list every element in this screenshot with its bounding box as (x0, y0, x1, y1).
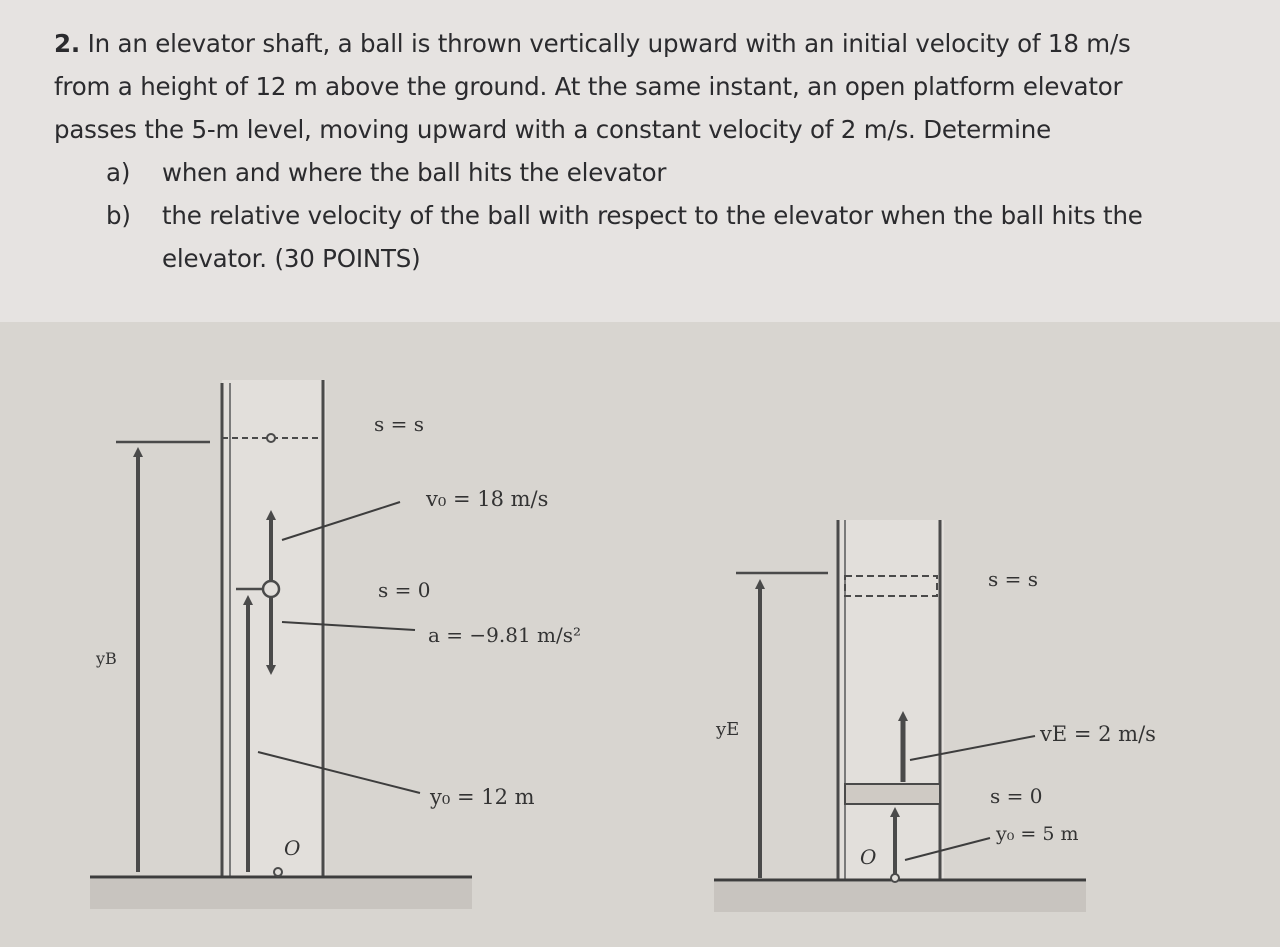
part-b-text: the relative velocity of the ball with respect to the elevator when the ball hits the (162, 201, 1143, 230)
elevator-ve-label: vE = 2 m/s (1040, 722, 1156, 746)
ball-figure (90, 380, 581, 909)
elevator-y0-label: y₀ = 5 m (996, 823, 1079, 845)
platform-icon (845, 784, 940, 804)
elevator-s-equals-s: s = s (988, 567, 1038, 591)
ball-s-equals-s: s = s (374, 412, 424, 436)
ball-icon (263, 581, 279, 597)
elevator-s-zero: s = 0 (990, 784, 1043, 808)
ball-accel-label: a = −9.81 m/s² (428, 623, 582, 647)
ball-top-icon (267, 434, 275, 442)
problem-number: 2. (54, 29, 80, 58)
elevator-shaft-interior (838, 520, 944, 880)
part-b-continuation: elevator. (30 POINTS) (162, 244, 421, 273)
part-b-label: b) (106, 201, 131, 230)
origin-point-icon (274, 868, 282, 876)
elevator-origin-icon (891, 874, 899, 882)
ball-y0-label: y₀ = 12 m (430, 785, 535, 809)
elevator-origin-label: O (860, 845, 877, 869)
part-a-text: when and where the ball hits the elevator (162, 158, 667, 187)
problem-line-1: 2. In an elevator shaft, a ball is thrown vertically upward with an initial velocity of 18 m/s (54, 29, 1131, 58)
shaft-interior (222, 380, 326, 877)
ball-origin-label: O (284, 836, 301, 860)
elevator-figure (714, 520, 1156, 912)
problem-line-3: passes the 5-m level, moving upward with a constant velocity of 2 m/s. Determine (54, 115, 1051, 144)
ball-s-zero: s = 0 (378, 578, 431, 602)
ball-yb-label: yB (96, 649, 117, 668)
problem-line-2: from a height of 12 m above the ground. At the same instant, an open platform elevator (54, 72, 1123, 101)
elevator-ye-label: yE (716, 719, 740, 740)
part-a-label: a) (106, 158, 131, 187)
ball-v0-label: v₀ = 18 m/s (426, 487, 549, 511)
